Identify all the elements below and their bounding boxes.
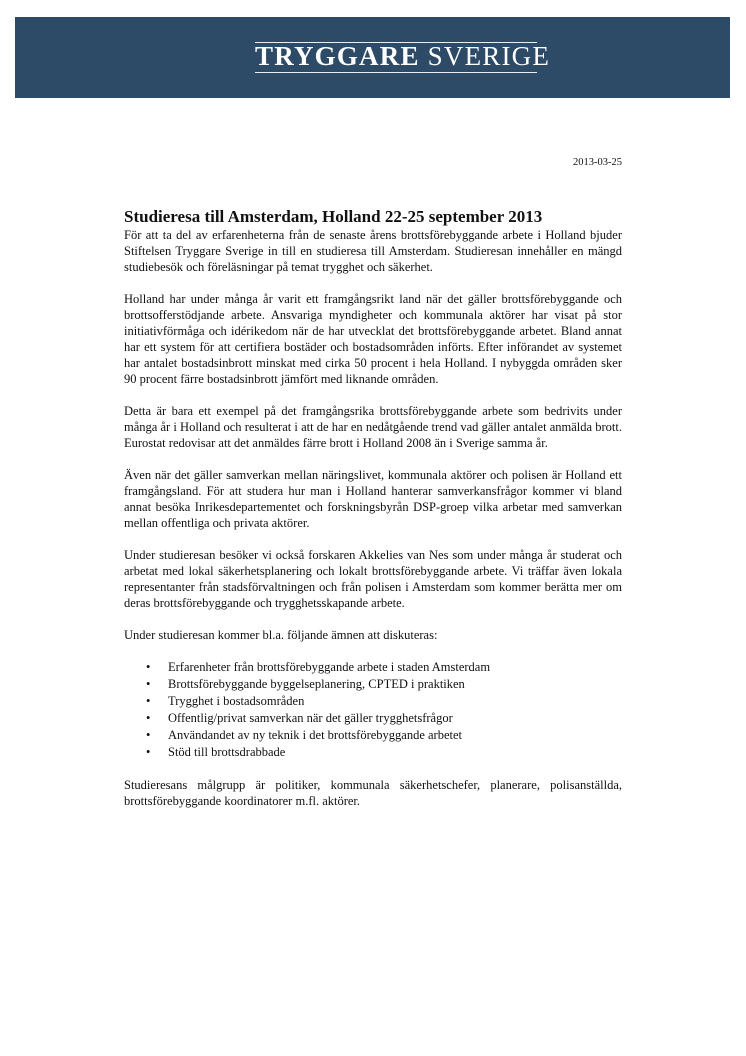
- document-date: 2013-03-25: [573, 157, 622, 168]
- list-item-text: Användandet av ny teknik i det brottsförebyggande arbetet: [168, 728, 463, 742]
- bullet-icon: •: [146, 745, 151, 759]
- list-item-text: Erfarenheter från brottsförebyggande arbete i staden Amsterdam: [168, 660, 491, 674]
- topics-list: [124, 659, 622, 761]
- paragraph-example: Detta är bara ett exempel på det framgångsrika brottsförebyggande arbete som bedrivits under många år i Holland och resulterat i att de har en nedåtgående trend vad gäller antalet anmälda brott. Eurostat redovisar att det anmäldes färre brott i Holland 2008 än i Sverige samma år.: [124, 404, 622, 450]
- list-item: [124, 727, 622, 744]
- document-body: [124, 207, 622, 825]
- bullet-icon: •: [146, 677, 151, 691]
- list-item: [124, 693, 622, 710]
- paragraph-topics-intro: Under studieresan kommer bl.a. följande ämnen att diskuteras:: [124, 628, 438, 642]
- list-item-text: Brottsförebyggande byggelseplanering, CPTED i praktiken: [168, 677, 465, 691]
- logo-bottom-rule: [255, 72, 537, 73]
- paragraph-intro: För att ta del av erfarenheterna från de senaste årens brottsförebyggande arbete i Holland bjuder Stiftelsen Tryggare Sverige in till en studieresa till Amsterdam. Studieresan innehåller en mängd studiebesök och föreläsningar på temat trygghet och säkerhet.: [124, 228, 622, 274]
- bullet-icon: •: [146, 694, 151, 708]
- logo: [255, 43, 550, 70]
- paragraph-holland-success: Holland har under många år varit ett framgångsrikt land när det gäller brottsförebyggande och brottsofferstödjande arbete. Ansvariga myndigheter och kommunala aktörer har visat på stor initiativförmåga och idérikedom när de har utvecklat det brottsförebyggande arbetet. Bland annat har ett system för att certifiera bostäder och bostadsområden införts. Efter införandet av systemet har antalet bostadsinbrott minskat med cirka 50 procent i hela Holland. I nybyggda områden sker 90 procent färre bostadsinbrott jämfört med liknande områden.: [124, 292, 622, 386]
- bullet-icon: •: [146, 711, 151, 725]
- list-item: [124, 710, 622, 727]
- paragraph-target-group: Studieresans målgrupp är politiker, kommunala säkerhetschefer, planerare, polisanställda, brottsförebyggande koordinatorer m.fl. aktörer.: [124, 778, 622, 808]
- paragraph-visits: Under studieresan besöker vi också forskaren Akkelies van Nes som under många år studerat och arbetat med lokal säkerhetsplanering och lokalt brottsförebyggande arbete. Vi träffar även lokala representanter från stadsförvaltningen och från polisen i Amsterdam som kommer berätta mer om deras brottsförebyggande och trygghetsskapande arbete.: [124, 548, 622, 610]
- paragraph-collaboration: Även när det gäller samverkan mellan näringslivet, kommunala aktörer och polisen är Holland ett framgångsland. För att studera hur man i Holland hanterar samverkansfrågor kommer vi bland annat besöka Inrikesdepartementet och forskningsbyrån DSP-groep vilka arbetar med samverkan mellan offentliga och privata aktörer.: [124, 468, 622, 530]
- logo-word-sverige: SVERIGE: [427, 41, 551, 71]
- bullet-icon: •: [146, 728, 151, 742]
- list-item-text: Trygghet i bostadsområden: [168, 694, 305, 708]
- list-item-text: Offentlig/privat samverkan när det gäller trygghetsfrågor: [168, 711, 453, 725]
- list-item-text: Stöd till brottsdrabbade: [168, 745, 286, 759]
- list-item: [124, 744, 622, 761]
- logo-word-tryggare: TRYGGARE: [255, 41, 420, 71]
- list-item: [124, 676, 622, 693]
- list-item: [124, 659, 622, 676]
- bullet-icon: •: [146, 660, 151, 674]
- document-title: Studieresa till Amsterdam, Holland 22-25 september 2013: [124, 207, 543, 226]
